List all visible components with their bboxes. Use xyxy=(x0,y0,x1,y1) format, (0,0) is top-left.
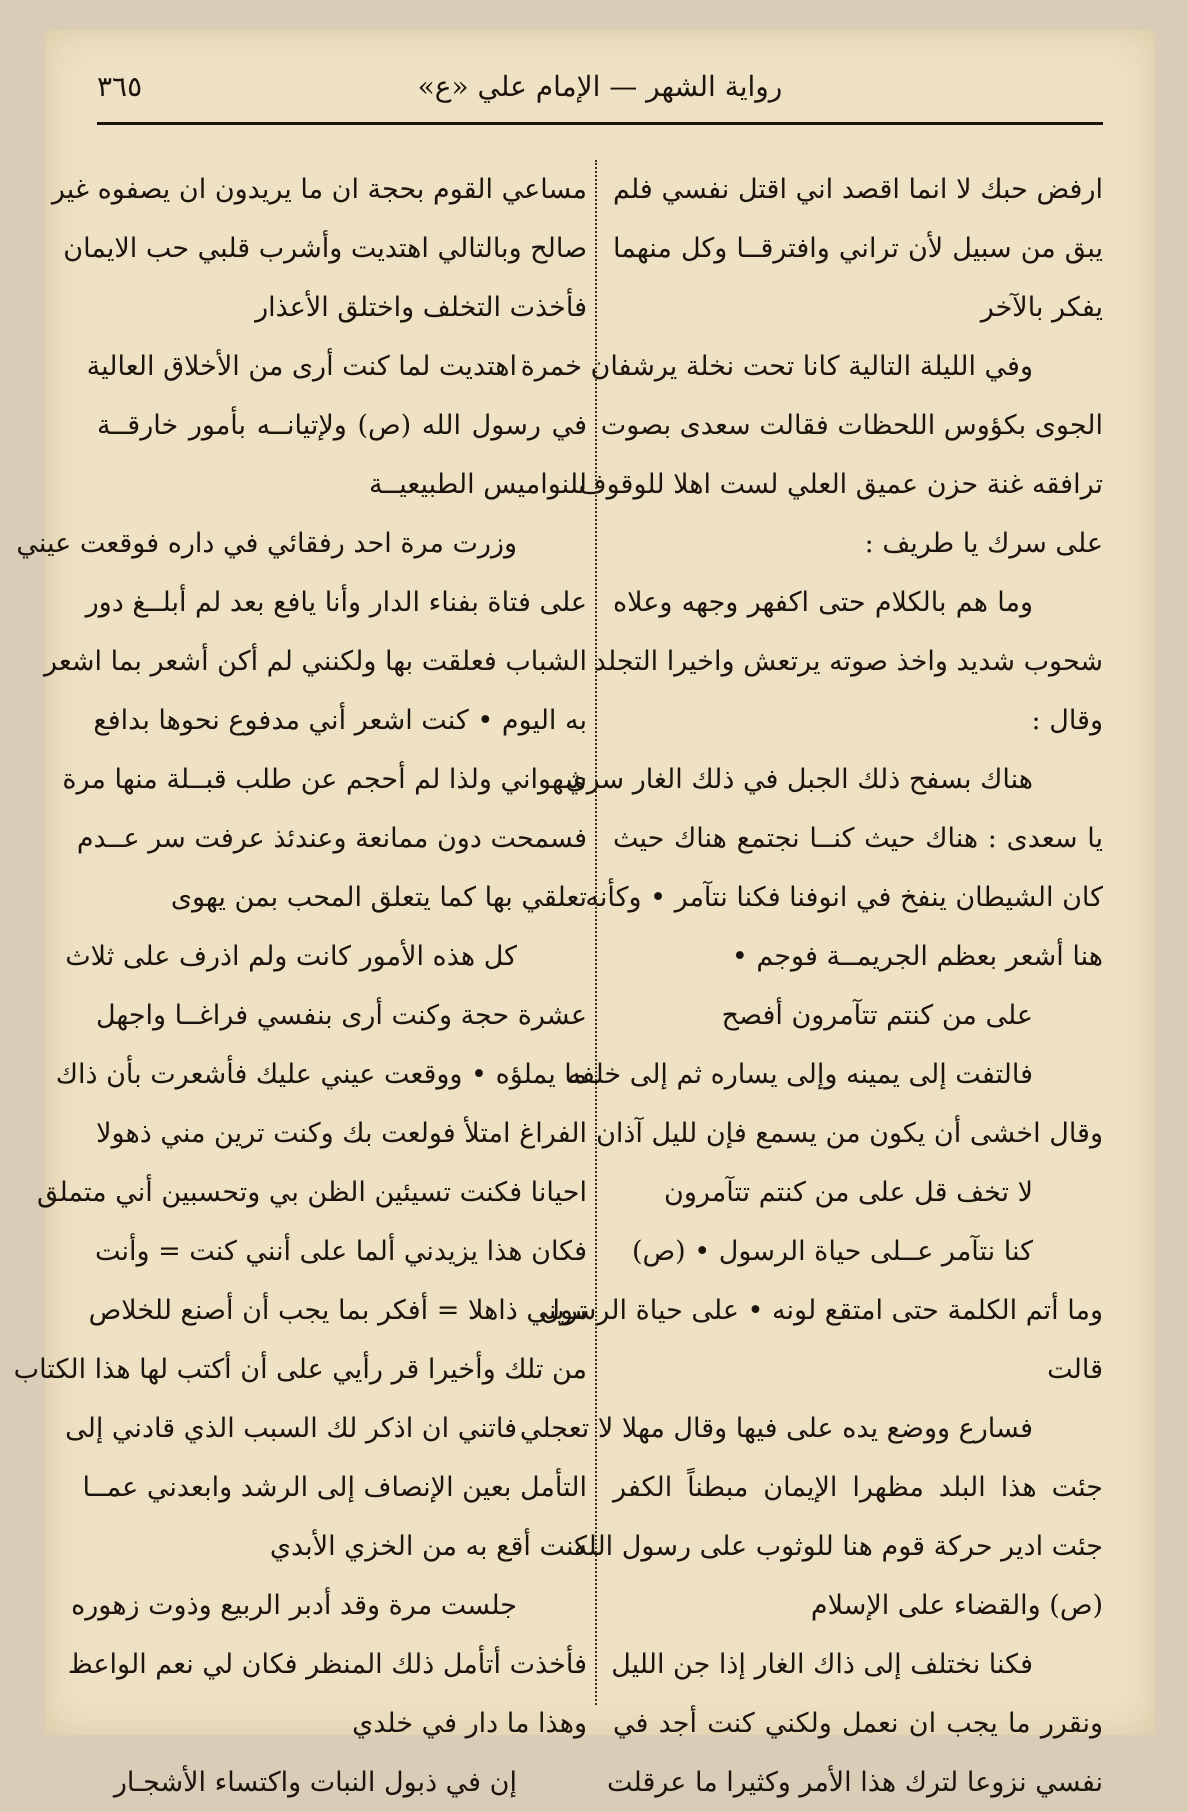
header-rule xyxy=(97,122,1103,125)
text-line: الجوى بكؤوس اللحظات فقالت سعدى بصوت xyxy=(600,410,1103,441)
text-line: للنواميس الطبيعيــة xyxy=(368,469,587,500)
text-line: وهذا ما دار في خلدي xyxy=(352,1708,587,1739)
text-line: الفراغ امتلأ فولعت بك وكنت ترين مني ذهولا xyxy=(96,1118,587,1149)
text-line: على من كنتم تتآمرون أفصح xyxy=(721,1000,1033,1031)
text-line: الشباب فعلقت بها ولكنني لم أكن أشعر بما اشعر xyxy=(43,646,587,677)
text-line: وقال اخشى أن يكون من يسمع فإن لليل آذان xyxy=(596,1118,1103,1149)
text-line: فاتني ان اذكر لك السبب الذي قادني إلى xyxy=(65,1413,517,1444)
text-line: مساعي القوم بحجة ان ما يريدون ان يصفوه غير xyxy=(51,174,587,205)
text-line: على سرك يا طريف : xyxy=(864,528,1103,559)
text-line: ارفض حبك لا انما اقصد اني اقتل نفسي فلم xyxy=(613,174,1103,205)
text-line: وزرت مرة احد رفقائي في داره فوقعت عيني xyxy=(16,528,517,559)
text-line: كل هذه الأمور كانت ولم اذرف على ثلاث xyxy=(65,941,517,972)
text-line: وما أتم الكلمة حتى امتقع لونه • على حياة الرسول xyxy=(540,1295,1103,1326)
text-line: على فتاة بفناء الدار وأنا يافع بعد لم أبلــغ دور xyxy=(85,587,587,618)
text-line: فكان هذا يزيدني ألما على أنني كنت = وأنت xyxy=(94,1236,587,1267)
text-line: يا سعدى : هناك حيث كنــا نجتمع هناك حيث xyxy=(613,823,1103,854)
text-line: هناك بسفح ذلك الجبل في ذلك الغار سري xyxy=(565,764,1033,795)
text-line: اهتديت لما كنت أرى من الأخلاق العالية xyxy=(86,351,517,382)
text-line: صالح وبالتالي اهتديت وأشرب قلبي حب الايمان xyxy=(63,233,587,264)
text-line: ونقرر ما يجب ان نعمل ولكني كنت أجد في xyxy=(613,1708,1103,1739)
text-line: كنت أقع به من الخزي الأبدي xyxy=(269,1531,587,1562)
text-line: فسارع ووضع يده على فيها وقال مهلا لا تعجلي xyxy=(519,1413,1033,1444)
text-line: فالتفت إلى يمينه وإلى يساره ثم إلى خلفه xyxy=(567,1059,1033,1090)
right-column xyxy=(519,130,1103,1812)
column-divider xyxy=(595,160,597,1705)
text-line: جئت هذا البلد مظهرا الإيمان مبطناً الكفر xyxy=(613,1472,1103,1503)
text-line: لا تخف قل على من كنتم تتآمرون xyxy=(664,1177,1033,1208)
text-line: يفكر بالآخر xyxy=(980,292,1103,323)
text-line: جئت ادير حركة قوم هنا للوثوب على رسول الله xyxy=(574,1531,1103,1562)
text-line: هنا أشعر بعظم الجريمــة فوجم • xyxy=(731,941,1103,972)
text-line: تريني ذاهلا = أفكر بما يجب أن أصنع للخلاص xyxy=(88,1295,587,1326)
text-line: فأخذت التخلف واختلق الأعذار xyxy=(255,292,587,323)
text-line: يبق من سبيل لأن تراني وافترقــا وكل منهما xyxy=(613,233,1103,264)
text-line: ما يملؤه • ووقعت عيني عليك فأشعرت بأن ذاك xyxy=(55,1059,587,1090)
text-line: شهواني ولذا لم أحجم عن طلب قبــلة منها مرة xyxy=(62,764,587,795)
text-line: (ص) والقضاء على الإسلام xyxy=(810,1590,1103,1621)
text-line: ترافقه غنة حزن عميق العلي لست اهلا للوقوف xyxy=(578,469,1103,500)
running-title: رواية الشهر — الإمام علي «ع» xyxy=(417,70,783,103)
text-line: تعلقي بها كما يتعلق المحب بمن يهوى xyxy=(170,882,587,913)
text-line: قالت xyxy=(1047,1354,1103,1385)
text-line: إن في ذبول النبات واكتساء الأشجـار xyxy=(113,1767,517,1798)
text-line: فسمحت دون ممانعة وعندئذ عرفت سر عــدم xyxy=(76,823,587,854)
text-line: به اليوم • كنت اشعر أني مدفوع نحوها بدافع xyxy=(93,705,587,736)
text-line: وما هم بالكلام حتى اكفهر وجهه وعلاه xyxy=(613,587,1033,618)
text-line: فأخذت أتأمل ذلك المنظر فكان لي نعم الواعظ xyxy=(67,1649,587,1680)
text-line: جلست مرة وقد أدبر الربيع وذوت زهوره xyxy=(71,1590,517,1621)
page-header xyxy=(97,70,1103,130)
page-number: ٣٦٥ xyxy=(97,70,143,103)
text-line: عشرة حجة وكنت أرى بنفسي فراغــا واجهل xyxy=(95,1000,587,1031)
text-columns xyxy=(13,130,1103,1798)
text-line: فكنا نختلف إلى ذاك الغار إذا جن الليل xyxy=(611,1649,1033,1680)
text-line: شحوب شديد واخذ صوته يرتعش واخيرا التجلد xyxy=(593,646,1103,677)
text-line: وقال : xyxy=(1031,705,1103,736)
book-page xyxy=(13,30,1155,1798)
text-line: وفي الليلة التالية كانا تحت نخلة يرشفان خمرة xyxy=(520,351,1033,382)
text-line: كنا نتآمر عــلى حياة الرسول • (ص) xyxy=(631,1236,1033,1267)
text-line: كان الشيطان ينفخ في انوفنا فكنا نتآمر • وكأنه xyxy=(585,882,1103,913)
text-line: في رسول الله (ص) ولإتيانــه بأمور خارقــة xyxy=(97,410,587,441)
left-column xyxy=(13,130,587,1812)
text-line: احيانا فكنت تسيئين الظن بي وتحسبين أني متملق xyxy=(36,1177,587,1208)
text-line: من تلك وأخيرا قر رأيي على أن أكتب لها هذا الكتاب xyxy=(13,1354,587,1385)
text-line: التأمل بعين الإنصاف إلى الرشد وابعدني عمــا xyxy=(82,1472,587,1503)
text-line: نفسي نزوعا لترك هذا الأمر وكثيرا ما عرقلت xyxy=(607,1767,1103,1798)
